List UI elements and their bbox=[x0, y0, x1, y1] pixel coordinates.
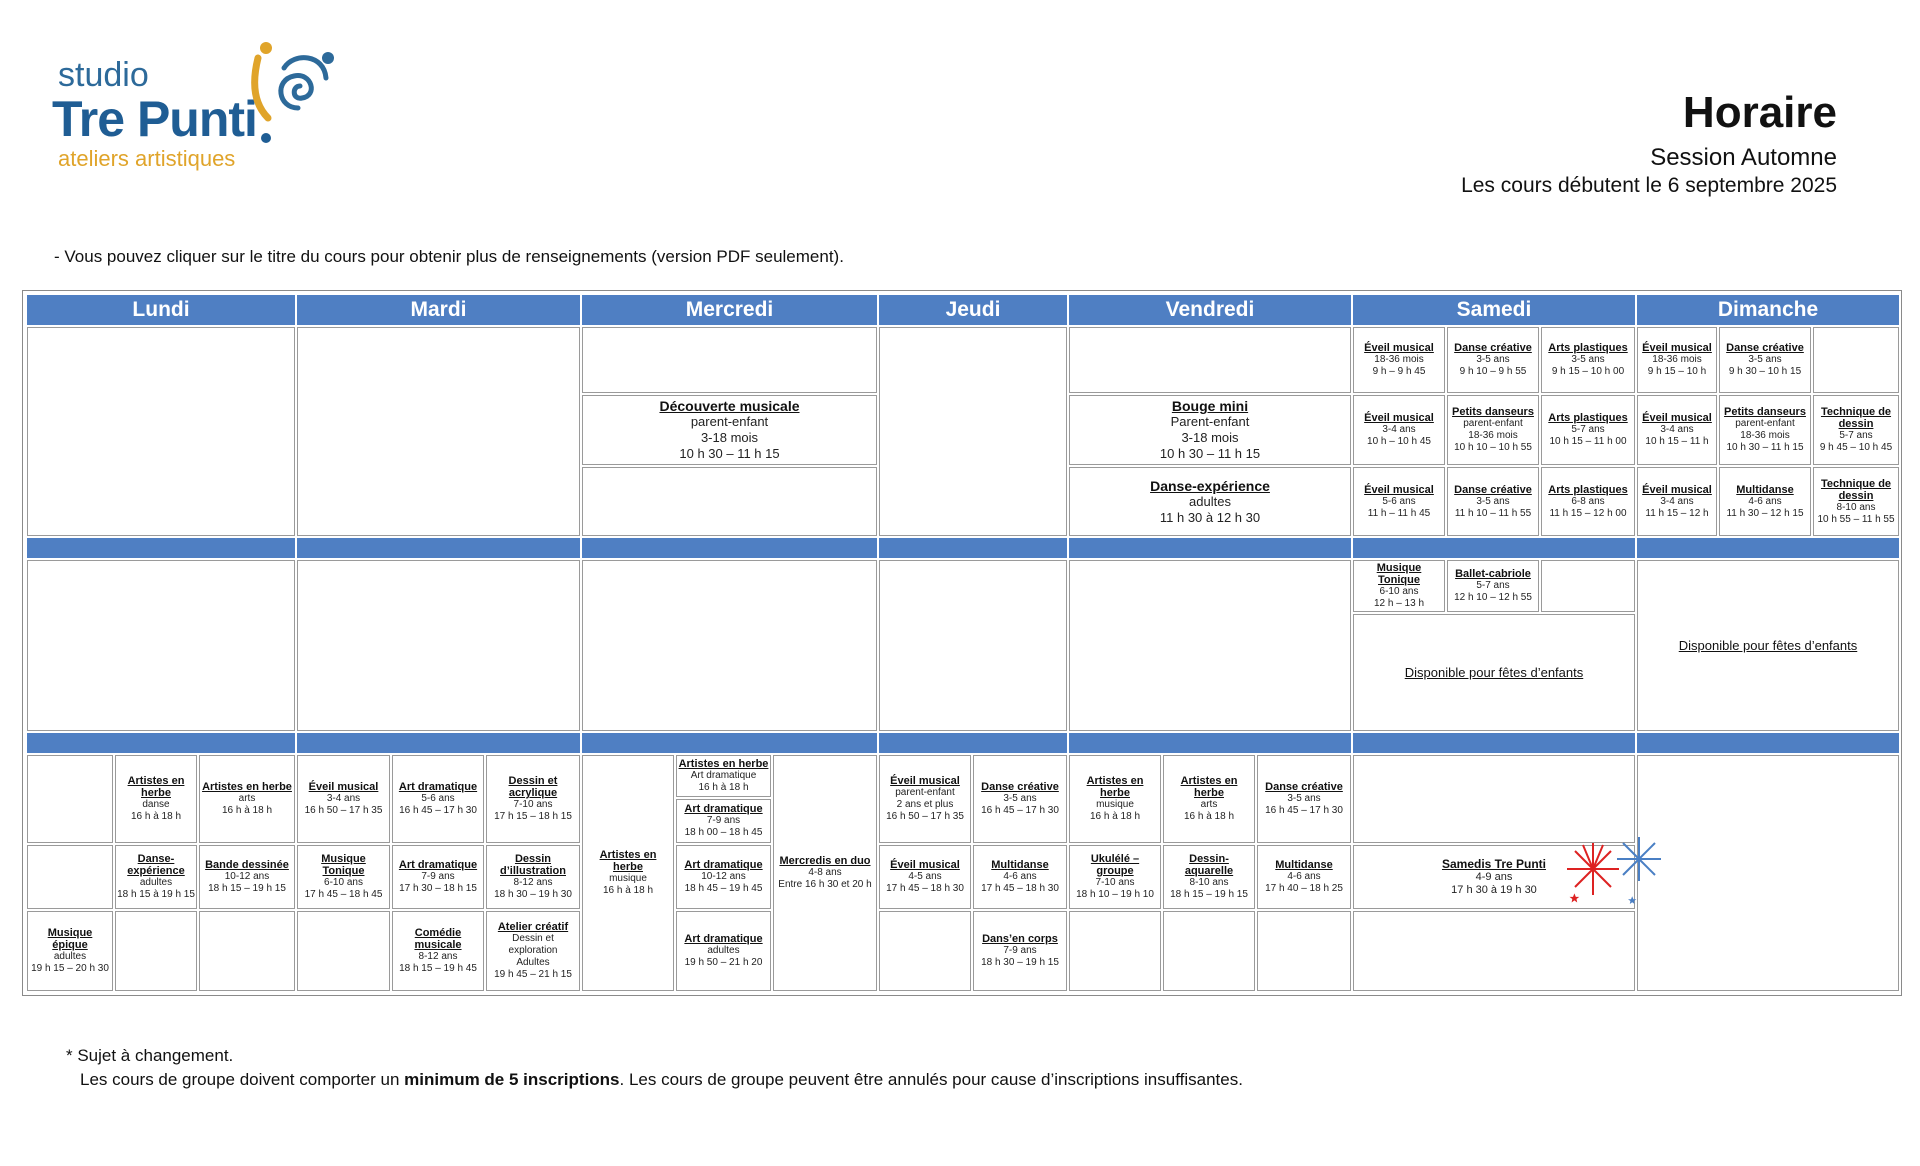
separator-bar bbox=[582, 538, 877, 558]
studio-logo bbox=[52, 38, 332, 171]
logo-studio-text: studio bbox=[58, 56, 149, 94]
course-time: 18 h 15 à 19 h 15 bbox=[117, 889, 195, 900]
footer-text: . Les cours de groupe peuvent être annulés pour cause d’inscriptions insuffisantes. bbox=[619, 1070, 1243, 1089]
course-title-link[interactable]: Éveil musical bbox=[1642, 483, 1712, 496]
footer-emphasis: minimum de 5 inscriptions bbox=[404, 1070, 620, 1089]
course-cell[interactable] bbox=[973, 845, 1067, 909]
day-header-dimanche: Dimanche bbox=[1637, 295, 1899, 325]
course-title-link[interactable]: Bouge mini bbox=[1171, 398, 1249, 414]
logo-spiral-icon bbox=[238, 38, 338, 148]
day-header-mercredi: Mercredi bbox=[582, 295, 877, 325]
course-title-link[interactable]: Musique Tonique bbox=[321, 853, 366, 877]
course-cell[interactable] bbox=[392, 755, 484, 843]
course-time: 16 h 50 – 17 h 35 bbox=[304, 805, 383, 816]
course-cell[interactable] bbox=[773, 755, 877, 991]
course-cell[interactable] bbox=[1163, 755, 1255, 843]
empty-cell bbox=[297, 911, 390, 991]
course-cell[interactable] bbox=[1719, 467, 1811, 536]
course-info: 18-36 mois bbox=[1468, 430, 1518, 441]
course-title-link[interactable]: Musique épique bbox=[47, 927, 93, 951]
course-info: 5-7 ans bbox=[1571, 424, 1605, 435]
course-time: 16 h à 18 h bbox=[602, 885, 654, 896]
course-title-link[interactable]: Artistes en herbe bbox=[678, 758, 769, 770]
course-info: 7-9 ans bbox=[1003, 945, 1037, 956]
separator-bar bbox=[27, 538, 295, 558]
course-title-link[interactable]: Éveil musical bbox=[890, 775, 960, 787]
empty-cell bbox=[582, 467, 877, 536]
course-title-link[interactable]: Mercredis en duo bbox=[779, 855, 871, 867]
course-time: 19 h 45 – 21 h 15 bbox=[494, 969, 572, 980]
course-info: 7-10 ans bbox=[1095, 877, 1135, 888]
course-title-link[interactable]: Dessin-aquarelle bbox=[1184, 853, 1234, 877]
course-cell[interactable] bbox=[1353, 467, 1445, 536]
course-info: parent-enfant bbox=[690, 414, 769, 429]
course-title-link[interactable]: Technique de dessin bbox=[1820, 477, 1892, 502]
course-time: 16 h 45 – 17 h 30 bbox=[981, 805, 1059, 816]
empty-cell bbox=[1069, 327, 1351, 393]
course-info: 4-6 ans bbox=[1287, 871, 1321, 882]
party-availability-cell[interactable] bbox=[1637, 560, 1899, 731]
course-info: 8-10 ans bbox=[1189, 877, 1229, 888]
separator-bar bbox=[582, 733, 877, 753]
course-time: 18 h 30 – 19 h 30 bbox=[494, 889, 572, 900]
course-title-link[interactable]: Dans’en corps bbox=[982, 933, 1058, 945]
course-info: parent-enfant bbox=[1463, 418, 1523, 429]
course-time: 18 h 15 – 19 h 15 bbox=[1170, 889, 1248, 900]
course-info: adultes bbox=[707, 945, 740, 956]
course-cell[interactable] bbox=[392, 911, 484, 991]
empty-cell bbox=[27, 845, 113, 909]
course-cell[interactable] bbox=[676, 799, 771, 843]
course-title-link[interactable]: Éveil musical bbox=[308, 781, 379, 793]
course-cell[interactable] bbox=[1813, 467, 1899, 536]
course-info: musique bbox=[1096, 799, 1134, 810]
course-info: 3-5 ans bbox=[1287, 793, 1321, 804]
course-time: 9 h 30 – 10 h 15 bbox=[1728, 366, 1802, 377]
course-cell[interactable] bbox=[1541, 395, 1635, 465]
footer-text: Les cours de groupe doivent comporter un bbox=[80, 1070, 405, 1089]
course-title-link[interactable]: Artistes en herbe bbox=[1086, 775, 1144, 799]
course-cell[interactable] bbox=[676, 755, 771, 797]
course-time: 17 h 45 – 18 h 30 bbox=[886, 883, 964, 894]
course-title-link[interactable]: Découverte musicale bbox=[659, 398, 800, 414]
course-info: 3-4 ans bbox=[326, 793, 361, 804]
empty-cell bbox=[879, 911, 971, 991]
separator-bar bbox=[27, 733, 295, 753]
course-info: 6-10 ans bbox=[324, 877, 363, 888]
empty-cell bbox=[1069, 911, 1161, 991]
course-cell[interactable] bbox=[582, 755, 674, 991]
course-time: 11 h 10 – 11 h 55 bbox=[1454, 507, 1532, 519]
empty-cell bbox=[27, 755, 113, 843]
page-title: Horaire bbox=[1682, 88, 1837, 137]
course-cell[interactable] bbox=[1541, 327, 1635, 393]
day-header-samedi: Samedi bbox=[1353, 295, 1635, 325]
course-info: 8-10 ans bbox=[1836, 501, 1876, 513]
course-info: 10-12 ans bbox=[224, 871, 270, 882]
course-info: 4-6 ans bbox=[1748, 495, 1782, 507]
course-info: 7-10 ans bbox=[513, 799, 553, 810]
course-title-link[interactable]: Artistes en herbe bbox=[1180, 775, 1238, 799]
course-time: 12 h – 13 h bbox=[1373, 598, 1425, 609]
course-info: 18-36 mois bbox=[1374, 354, 1424, 365]
course-info: 18-36 mois bbox=[1740, 430, 1790, 441]
course-title-link[interactable]: Artistes en herbe bbox=[127, 775, 185, 799]
separator-bar bbox=[1353, 538, 1635, 558]
course-time: 17 h 15 – 18 h 15 bbox=[494, 811, 572, 822]
course-title-link[interactable]: Danse-expérience bbox=[127, 853, 185, 877]
course-info: danse bbox=[142, 799, 170, 810]
course-time: 10 h 15 – 11 h 00 bbox=[1549, 436, 1627, 447]
course-cell[interactable] bbox=[973, 755, 1067, 843]
start-date: Les cours débutent le 6 septembre 2025 bbox=[1461, 174, 1837, 197]
course-title-link[interactable]: Ballet-cabriole bbox=[1455, 568, 1531, 580]
course-info: 3-5 ans bbox=[1476, 354, 1510, 365]
course-time: 18 h 30 – 19 h 15 bbox=[981, 957, 1059, 968]
course-info: 3-5 ans bbox=[1003, 793, 1037, 804]
course-cell[interactable] bbox=[1163, 845, 1255, 909]
course-cell[interactable] bbox=[1719, 395, 1811, 465]
course-info: parent-enfant bbox=[1735, 418, 1795, 429]
party-availability-cell[interactable] bbox=[1353, 614, 1635, 731]
course-time: 9 h 15 – 10 h bbox=[1647, 366, 1707, 377]
course-info: 5-7 ans bbox=[1476, 580, 1510, 591]
course-time: 10 h 15 – 11 h bbox=[1645, 436, 1709, 447]
empty-cell bbox=[1163, 911, 1255, 991]
course-info: 6-10 ans bbox=[1379, 586, 1419, 597]
separator-bar bbox=[297, 538, 580, 558]
separator-bar bbox=[1637, 538, 1899, 558]
course-cell[interactable] bbox=[879, 755, 971, 843]
course-info: 7-9 ans bbox=[421, 871, 455, 882]
course-cell[interactable] bbox=[486, 845, 580, 909]
course-cell[interactable] bbox=[1257, 845, 1351, 909]
course-time: 18 h 45 – 19 h 45 bbox=[684, 883, 763, 894]
session-name: Session Automne bbox=[1650, 144, 1837, 171]
empty-cell bbox=[582, 327, 877, 393]
course-time: Entre 16 h 30 et 20 h bbox=[778, 879, 872, 890]
course-info: 10-12 ans bbox=[701, 871, 746, 882]
course-title-link[interactable]: Dessin d’illustration bbox=[500, 853, 566, 877]
course-info: Art dramatique bbox=[690, 770, 757, 781]
course-title-link[interactable]: Éveil musical bbox=[890, 859, 960, 871]
course-title-link[interactable]: Artistes en herbe bbox=[599, 849, 657, 873]
separator-bar bbox=[1353, 733, 1635, 753]
course-cell[interactable] bbox=[1069, 467, 1351, 536]
course-cell[interactable] bbox=[199, 755, 295, 843]
course-cell[interactable] bbox=[1069, 395, 1351, 465]
course-title-link[interactable]: Atelier créatif bbox=[497, 921, 569, 933]
footer-disclaimer: * Sujet à changement. bbox=[66, 1046, 234, 1065]
empty-cell bbox=[27, 327, 295, 536]
course-cell[interactable] bbox=[1813, 395, 1899, 465]
course-info: 18-36 mois bbox=[1652, 354, 1702, 365]
logo-tagline-text: ateliers artistiques bbox=[58, 146, 236, 171]
course-info: musique bbox=[609, 873, 647, 884]
course-time: 11 h 15 – 12 h 00 bbox=[1549, 507, 1627, 519]
party-availability-link[interactable]: Disponible pour fêtes d’enfants bbox=[1678, 638, 1858, 653]
course-time: 16 h à 18 h bbox=[1183, 811, 1235, 822]
course-title-link[interactable]: Art dramatique bbox=[398, 781, 478, 793]
course-time: 9 h – 9 h 45 bbox=[1372, 366, 1426, 377]
course-time: 16 h à 18 h bbox=[1089, 811, 1141, 822]
empty-cell bbox=[199, 911, 295, 991]
empty-cell bbox=[27, 560, 295, 731]
course-time: 12 h 10 – 12 h 55 bbox=[1454, 592, 1532, 603]
course-title-link[interactable]: Multidanse bbox=[1275, 859, 1333, 871]
empty-cell bbox=[1637, 755, 1899, 991]
fireworks-icon bbox=[1559, 829, 1669, 909]
course-info: Dessin et exploration bbox=[508, 933, 558, 956]
course-title-link[interactable]: Art dramatique bbox=[684, 859, 763, 871]
empty-cell bbox=[582, 560, 877, 731]
course-info: 2 ans et plus bbox=[896, 799, 954, 810]
course-time: 16 h à 18 h bbox=[698, 782, 749, 793]
day-header-mardi: Mardi bbox=[297, 295, 580, 325]
course-title-link[interactable]: Éveil musical bbox=[1364, 483, 1434, 496]
course-title-link[interactable]: Art dramatique bbox=[684, 803, 763, 815]
course-time: 10 h 30 – 11 h 15 bbox=[1159, 446, 1261, 461]
course-info: adultes bbox=[1189, 493, 1231, 509]
course-cell[interactable] bbox=[1353, 395, 1445, 465]
course-cell[interactable] bbox=[1257, 755, 1351, 843]
course-info: 5-6 ans bbox=[1382, 495, 1416, 507]
footer-minimum-note bbox=[80, 1070, 1243, 1090]
course-info: 3-5 ans bbox=[1476, 495, 1510, 507]
course-title-link[interactable]: Petits danseurs bbox=[1452, 406, 1534, 418]
course-title-link[interactable]: Dessin et acrylique bbox=[508, 775, 558, 799]
course-info: 8-12 ans bbox=[418, 951, 458, 962]
course-title-link[interactable]: Danse créative bbox=[1454, 483, 1532, 496]
logo-name-text: Tre Punti bbox=[52, 91, 257, 147]
course-title-link[interactable]: Art dramatique bbox=[398, 859, 478, 871]
course-time: 19 h 50 – 21 h 20 bbox=[684, 957, 763, 968]
separator-bar bbox=[879, 733, 1067, 753]
course-cell[interactable] bbox=[1353, 327, 1445, 393]
course-info: adultes bbox=[53, 951, 87, 962]
course-cell[interactable] bbox=[1719, 327, 1811, 393]
day-header-jeudi: Jeudi bbox=[879, 295, 1067, 325]
course-time: 9 h 15 – 10 h 00 bbox=[1551, 366, 1625, 377]
course-cell[interactable] bbox=[115, 755, 197, 843]
course-title-link[interactable]: Musique Tonique bbox=[1376, 562, 1422, 586]
course-title-link[interactable]: Éveil musical bbox=[1364, 412, 1434, 424]
course-info: 3-5 ans bbox=[1748, 354, 1782, 365]
course-cell[interactable] bbox=[1637, 395, 1717, 465]
course-cell[interactable] bbox=[1447, 327, 1539, 393]
course-time: 9 h 45 – 10 h 45 bbox=[1819, 442, 1893, 453]
course-info: 8-12 ans bbox=[513, 877, 553, 888]
course-time: 17 h 45 – 18 h 45 bbox=[304, 889, 383, 900]
course-cell[interactable] bbox=[879, 845, 971, 909]
empty-cell bbox=[1353, 911, 1635, 991]
course-time: 9 h 10 – 9 h 55 bbox=[1459, 366, 1527, 377]
course-time: 11 h 30 à 12 h 30 bbox=[1159, 509, 1261, 525]
course-info: 4-6 ans bbox=[1003, 871, 1037, 882]
course-title-link[interactable]: Danse créative bbox=[1265, 781, 1343, 793]
course-title-link[interactable]: Multidanse bbox=[1736, 483, 1794, 496]
course-cell[interactable] bbox=[582, 395, 877, 465]
empty-cell bbox=[1541, 560, 1635, 612]
course-cell[interactable] bbox=[1069, 755, 1161, 843]
course-time: 18 h 10 – 19 h 10 bbox=[1076, 889, 1154, 900]
separator-bar bbox=[297, 733, 580, 753]
separator-bar bbox=[1069, 733, 1351, 753]
course-cell[interactable] bbox=[486, 755, 580, 843]
day-header-lundi: Lundi bbox=[27, 295, 295, 325]
empty-cell bbox=[1813, 327, 1899, 393]
course-title-link[interactable]: Ukulélé – groupe bbox=[1090, 853, 1140, 877]
empty-cell bbox=[297, 327, 580, 536]
course-info: adultes bbox=[139, 877, 173, 888]
course-title-link[interactable]: Art dramatique bbox=[684, 933, 763, 945]
course-time: 11 h 30 – 12 h 15 bbox=[1726, 507, 1804, 519]
course-cell[interactable] bbox=[1353, 560, 1445, 612]
empty-cell bbox=[879, 327, 1067, 536]
course-time: 18 h 15 – 19 h 15 bbox=[208, 883, 286, 894]
course-time: 11 h 15 – 12 h bbox=[1645, 507, 1709, 519]
schedule-table bbox=[22, 290, 1902, 996]
course-time: 17 h 40 – 18 h 25 bbox=[1265, 883, 1343, 894]
course-info: 4-8 ans bbox=[808, 867, 842, 878]
course-info: parent-enfant bbox=[895, 787, 955, 798]
course-info: 5-7 ans bbox=[1839, 430, 1873, 441]
course-title-link[interactable]: Arts plastiques bbox=[1548, 342, 1628, 354]
empty-cell bbox=[879, 560, 1067, 731]
course-info: 5-6 ans bbox=[421, 793, 455, 804]
course-time: 18 h 15 – 19 h 45 bbox=[399, 963, 477, 974]
course-time: 10 h 30 – 11 h 15 bbox=[679, 446, 780, 461]
course-time: 11 h – 11 h 45 bbox=[1367, 507, 1431, 519]
course-time: 10 h 30 – 11 h 15 bbox=[1726, 442, 1804, 453]
separator-bar bbox=[1069, 538, 1351, 558]
course-cell[interactable] bbox=[676, 911, 771, 991]
course-title-link[interactable]: Éveil musical bbox=[1642, 412, 1712, 424]
course-cell[interactable] bbox=[1447, 560, 1539, 612]
separator-bar bbox=[1637, 733, 1899, 753]
course-title-link[interactable]: Technique de dessin bbox=[1820, 406, 1892, 430]
course-info: 4-9 ans bbox=[1475, 871, 1513, 883]
course-cell[interactable] bbox=[27, 911, 113, 991]
course-cell[interactable] bbox=[1447, 395, 1539, 465]
course-cell[interactable] bbox=[115, 845, 197, 909]
course-info: arts bbox=[1200, 799, 1218, 810]
course-time: 16 h à 18 h bbox=[130, 811, 182, 822]
separator-bar bbox=[879, 538, 1067, 558]
course-title-link[interactable]: Danse créative bbox=[1454, 342, 1532, 354]
course-info: 3-18 mois bbox=[700, 430, 759, 445]
course-time: 16 h 45 – 17 h 30 bbox=[399, 805, 477, 816]
course-time: 16 h 50 – 17 h 35 bbox=[886, 811, 964, 822]
course-time: 16 h 45 – 17 h 30 bbox=[1265, 805, 1343, 816]
course-info: 3-4 ans bbox=[1382, 424, 1416, 435]
course-title-link[interactable]: Arts plastiques bbox=[1548, 412, 1628, 424]
instruction-note: - Vous pouvez cliquer sur le titre du cours pour obtenir plus de renseignements (version PDF seulement). bbox=[54, 247, 844, 266]
course-title-link[interactable]: Multidanse bbox=[991, 859, 1049, 871]
empty-cell bbox=[1257, 911, 1351, 991]
course-info: 4-5 ans bbox=[908, 871, 942, 882]
course-info: 3-4 ans bbox=[1660, 495, 1694, 507]
course-info: Adultes bbox=[516, 957, 550, 968]
empty-cell bbox=[115, 911, 197, 991]
course-time: 17 h 30 – 18 h 15 bbox=[399, 883, 477, 894]
course-cell[interactable] bbox=[1447, 467, 1539, 536]
course-cell[interactable] bbox=[1069, 845, 1161, 909]
course-info: Parent-enfant bbox=[1170, 414, 1250, 429]
course-title-link[interactable]: Comédie musicale bbox=[414, 927, 462, 951]
course-time: 19 h 15 – 20 h 30 bbox=[31, 963, 109, 974]
course-title-link[interactable]: Éveil musical bbox=[1364, 342, 1434, 354]
course-info: 3-18 mois bbox=[1181, 430, 1239, 445]
course-time: 10 h 55 – 11 h 55 bbox=[1817, 513, 1895, 525]
empty-cell bbox=[1069, 560, 1351, 731]
course-info: arts bbox=[238, 793, 256, 804]
course-title-link[interactable]: Danse créative bbox=[981, 781, 1059, 793]
course-info: 3-5 ans bbox=[1571, 354, 1605, 365]
course-title-link[interactable]: Éveil musical bbox=[1642, 342, 1712, 354]
course-cell[interactable] bbox=[1637, 467, 1717, 536]
empty-cell bbox=[297, 560, 580, 731]
course-cell[interactable] bbox=[486, 911, 580, 991]
course-cell[interactable] bbox=[973, 911, 1067, 991]
course-cell[interactable] bbox=[297, 755, 390, 843]
party-availability-link[interactable]: Disponible pour fêtes d’enfants bbox=[1404, 665, 1584, 680]
course-cell[interactable] bbox=[297, 845, 390, 909]
course-cell[interactable] bbox=[392, 845, 484, 909]
course-time: 17 h 45 – 18 h 30 bbox=[981, 883, 1059, 894]
course-time: 10 h 10 – 10 h 55 bbox=[1454, 442, 1532, 453]
course-title-link[interactable]: Arts plastiques bbox=[1548, 483, 1628, 496]
course-time: 18 h 00 – 18 h 45 bbox=[684, 827, 763, 838]
course-info: 3-4 ans bbox=[1660, 424, 1694, 435]
course-time: 17 h 30 à 19 h 30 bbox=[1451, 884, 1537, 896]
course-title-link[interactable]: Danse créative bbox=[1726, 342, 1804, 354]
course-info: 6-8 ans bbox=[1571, 495, 1605, 507]
day-header-vendredi: Vendredi bbox=[1069, 295, 1351, 325]
course-time: 16 h à 18 h bbox=[221, 805, 273, 816]
course-title-link[interactable]: Artistes en herbe bbox=[202, 781, 292, 793]
course-cell[interactable] bbox=[676, 845, 771, 909]
course-title-link[interactable]: Bande dessinée bbox=[205, 859, 289, 871]
course-cell[interactable] bbox=[1637, 327, 1717, 393]
course-cell[interactable] bbox=[199, 845, 295, 909]
course-title-link[interactable]: Danse-expérience bbox=[1150, 477, 1270, 494]
course-title-link[interactable]: Samedis Tre Punti bbox=[1441, 857, 1547, 871]
course-cell[interactable] bbox=[1541, 467, 1635, 536]
course-info: 7-9 ans bbox=[706, 815, 741, 826]
course-time: 10 h – 10 h 45 bbox=[1367, 436, 1431, 447]
course-title-link[interactable]: Petits danseurs bbox=[1724, 406, 1806, 418]
